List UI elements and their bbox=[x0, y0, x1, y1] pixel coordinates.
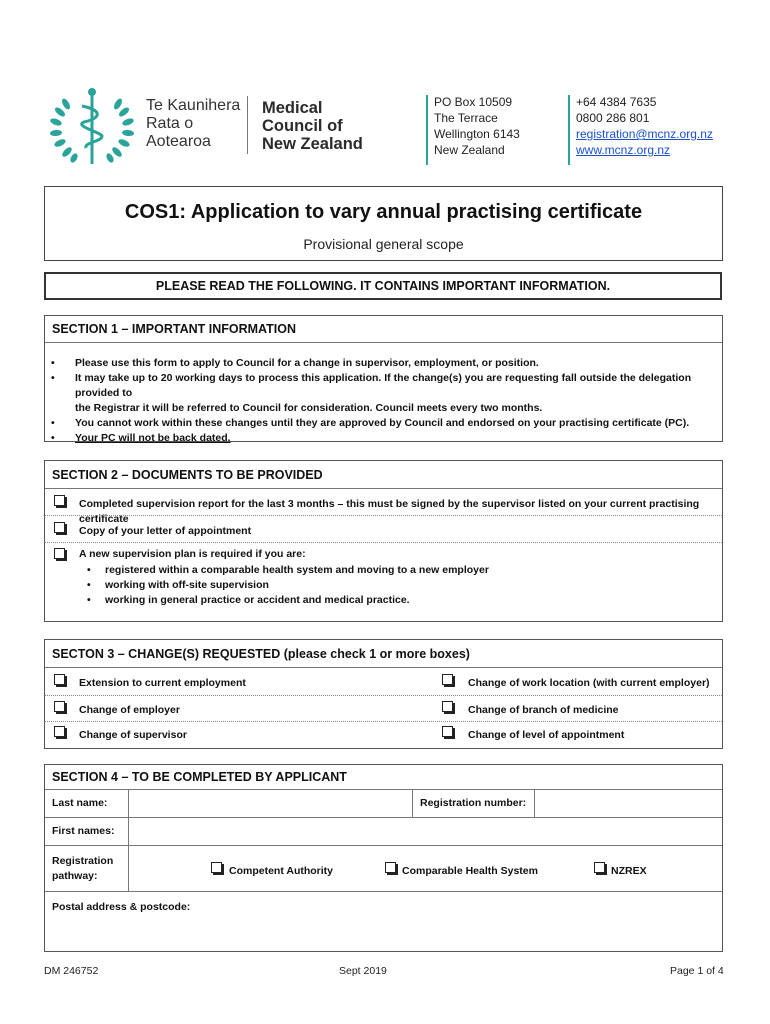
section-2-divider bbox=[45, 488, 722, 489]
org-name-line-3: New Zealand bbox=[262, 135, 363, 153]
postal-address-field[interactable] bbox=[45, 917, 722, 950]
section-1-heading: SECTION 1 – IMPORTANT INFORMATION bbox=[52, 322, 296, 336]
row-divider bbox=[45, 542, 722, 543]
section-1-bullets bbox=[51, 356, 719, 446]
logo-divider bbox=[247, 96, 248, 154]
address-line-2: The Terrace bbox=[434, 111, 498, 125]
phone-1: +64 4384 7635 bbox=[576, 95, 657, 109]
document-date: Sept 2019 bbox=[339, 965, 387, 977]
row-divider bbox=[45, 891, 722, 892]
address-accent-bar bbox=[426, 95, 428, 165]
checkbox-letter-of-appointment[interactable] bbox=[54, 522, 65, 533]
section-1 bbox=[44, 315, 723, 442]
section-3-divider bbox=[45, 667, 722, 668]
section-3-heading: SECTON 3 – CHANGE(S) REQUESTED (please check 1 or more boxes) bbox=[52, 647, 470, 661]
row-divider bbox=[45, 721, 722, 722]
page-number: Page 1 of 4 bbox=[670, 965, 724, 977]
maori-org-name bbox=[146, 97, 240, 151]
doc-supervision-report: Completed supervision report for the last 3 months – this must be signed by the supervisor listed on your current practising certificate bbox=[79, 498, 700, 525]
registration-number-label: Registration number: bbox=[420, 797, 527, 809]
bullet-icon: • bbox=[51, 357, 55, 369]
registration-number-field[interactable] bbox=[535, 790, 721, 817]
contact-accent-bar bbox=[568, 95, 570, 165]
section-3 bbox=[44, 639, 723, 749]
doc-supervision-plan: A new supervision plan is required if you are: bbox=[79, 548, 306, 560]
postal-address-label: Postal address & postcode: bbox=[52, 901, 191, 913]
checkbox-change-employer[interactable] bbox=[54, 701, 65, 712]
contact-details bbox=[576, 94, 713, 158]
option-comparable-health-system: Comparable Health System bbox=[402, 865, 538, 877]
checkbox-competent-authority[interactable] bbox=[211, 862, 222, 873]
checkbox-comparable-health-system[interactable] bbox=[385, 862, 396, 873]
bullet-icon: • bbox=[51, 432, 55, 444]
condition-2: working with off-site supervision bbox=[105, 579, 269, 591]
checkbox-extension-employment[interactable] bbox=[54, 674, 65, 685]
info-bullet-1: Please use this form to apply to Council for a change in supervisor, employment, or position. bbox=[75, 357, 539, 369]
title-box bbox=[44, 186, 723, 261]
section-4 bbox=[44, 764, 723, 952]
phone-2: 0800 286 801 bbox=[576, 111, 650, 125]
important-notice: PLEASE READ THE FOLLOWING. IT CONTAINS IMPORTANT INFORMATION. bbox=[44, 272, 722, 300]
last-name-field[interactable] bbox=[129, 790, 411, 817]
email-link[interactable]: registration@mcnz.org.nz bbox=[576, 127, 713, 141]
pathway-label-line-2: pathway: bbox=[52, 870, 98, 882]
section-4-heading: SECTION 4 – TO BE COMPLETED BY APPLICANT bbox=[52, 770, 347, 784]
org-name-line-1: Medical bbox=[262, 99, 323, 117]
row-divider bbox=[45, 515, 722, 516]
section-1-divider bbox=[45, 342, 722, 343]
checkbox-change-supervisor[interactable] bbox=[54, 726, 65, 737]
condition-1: registered within a comparable health system and moving to a new employer bbox=[105, 564, 489, 576]
address-line-1: PO Box 10509 bbox=[434, 95, 513, 109]
form-title: COS1: Application to vary annual practising certificate bbox=[124, 201, 643, 223]
checkbox-change-level[interactable] bbox=[442, 726, 453, 737]
row-divider bbox=[45, 695, 722, 696]
pathway-label-line-1: Registration bbox=[52, 855, 114, 867]
pathway-label bbox=[52, 854, 113, 884]
bullet-icon: • bbox=[51, 417, 55, 429]
document-id: DM 246752 bbox=[44, 965, 99, 977]
checkbox-change-work-location[interactable] bbox=[442, 674, 453, 685]
cell-divider bbox=[412, 789, 413, 817]
supervision-plan-conditions bbox=[87, 563, 489, 608]
checkbox-change-branch[interactable] bbox=[442, 701, 453, 712]
section-2-heading: SECTION 2 – DOCUMENTS TO BE PROVIDED bbox=[52, 468, 323, 482]
condition-3: working in general practice or accident and medical practice. bbox=[105, 594, 410, 606]
info-bullet-3: You cannot work within these changes until they are approved by Council and endorsed on your practising certificate (PC). bbox=[75, 417, 690, 429]
website-link[interactable]: www.mcnz.org.nz bbox=[576, 143, 671, 157]
change-work-location: Change of work location (with current employer) bbox=[468, 677, 710, 689]
bullet-icon: • bbox=[87, 564, 91, 576]
info-bullet-2: It may take up to 20 working days to process this application. If the change(s) you are requesting fall outside the delegation provided to bbox=[75, 372, 692, 399]
row-divider bbox=[45, 845, 722, 846]
info-bullet-4: Your PC will not be back dated. bbox=[75, 432, 231, 444]
address-line-4: New Zealand bbox=[434, 143, 505, 157]
org-name bbox=[262, 99, 363, 153]
postal-address bbox=[434, 94, 520, 158]
address-line-3: Wellington 6143 bbox=[434, 127, 520, 141]
checkbox-supervision-plan[interactable] bbox=[54, 548, 65, 559]
checkbox-supervision-report[interactable] bbox=[54, 495, 65, 506]
mcnz-logo-emblem bbox=[44, 86, 140, 166]
bullet-icon: • bbox=[87, 579, 91, 591]
bullet-icon: • bbox=[51, 372, 55, 384]
change-extension-employment: Extension to current employment bbox=[79, 677, 246, 689]
change-employer: Change of employer bbox=[79, 704, 180, 716]
form-subtitle: Provisional general scope bbox=[303, 236, 464, 252]
change-branch: Change of branch of medicine bbox=[468, 704, 619, 716]
maori-name-line-2: Rata o bbox=[146, 115, 194, 132]
info-bullet-2-continued: the Registrar it will be referred to Council for consideration. Council meets every two months. bbox=[75, 402, 543, 414]
maori-name-line-1: Te Kaunihera bbox=[146, 97, 241, 114]
option-nzrex: NZREX bbox=[611, 865, 647, 877]
option-competent-authority: Competent Authority bbox=[229, 865, 334, 877]
maori-name-line-3: Aotearoa bbox=[146, 133, 211, 150]
section-2 bbox=[44, 460, 723, 622]
cell-divider bbox=[128, 845, 129, 891]
first-names-field[interactable] bbox=[129, 818, 721, 845]
change-supervisor: Change of supervisor bbox=[79, 729, 187, 741]
checkbox-nzrex[interactable] bbox=[594, 862, 605, 873]
doc-letter-of-appointment: Copy of your letter of appointment bbox=[79, 525, 252, 537]
bullet-icon: • bbox=[87, 594, 91, 606]
org-name-line-2: Council of bbox=[262, 117, 343, 135]
first-names-label: First names: bbox=[52, 825, 115, 837]
last-name-label: Last name: bbox=[52, 797, 108, 809]
change-level: Change of level of appointment bbox=[468, 729, 625, 741]
